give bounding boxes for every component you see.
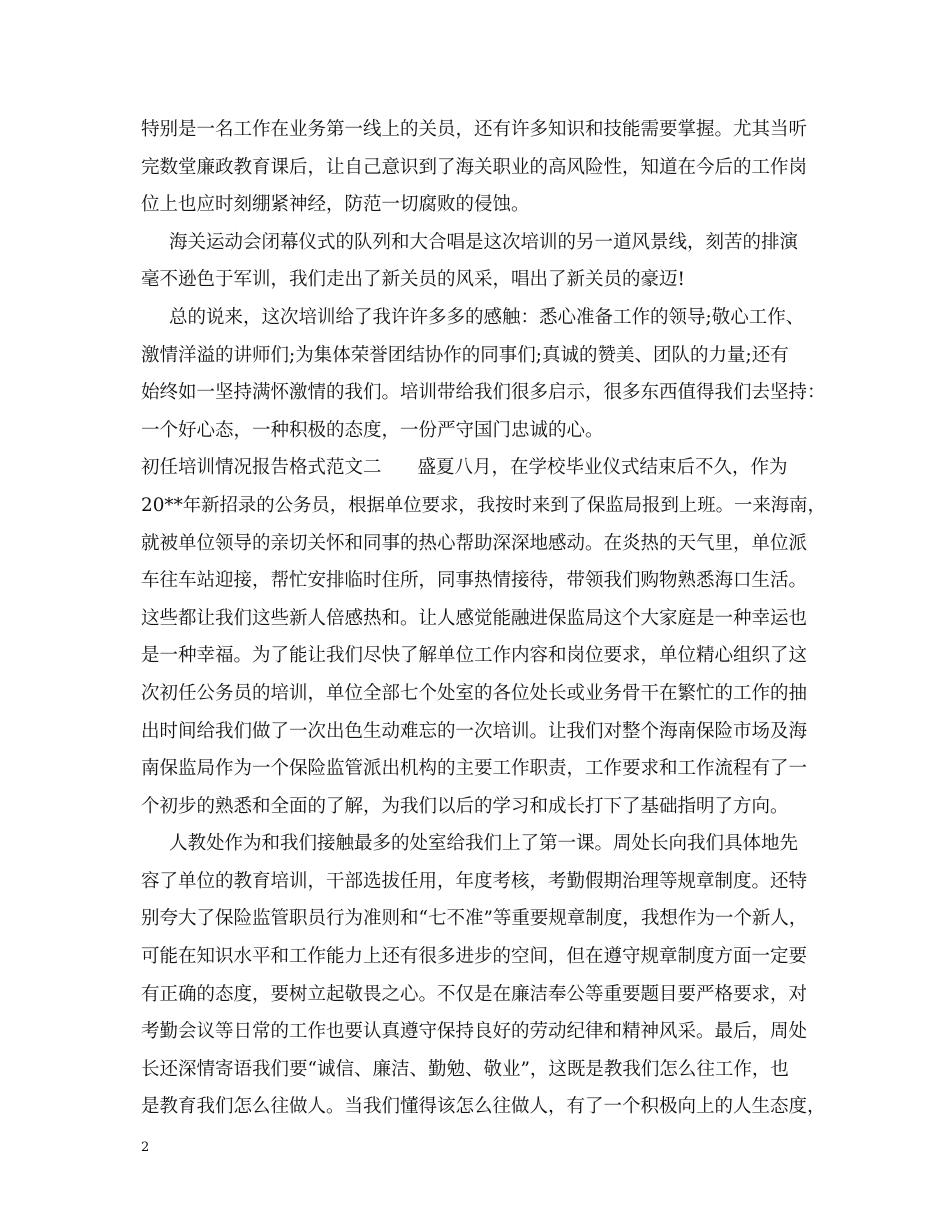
section-heading-line bbox=[141, 449, 827, 487]
section-intro-text: 盛夏八月，在学校毕业仪式结束后不久，作为 bbox=[417, 457, 788, 479]
text-line: 次初任公务员的培训，单位全部七个处室的各位处长或业务骨干在繁忙的工作的抽 bbox=[141, 682, 808, 704]
text-line: 有正确的态度，要树立起敬畏之心。不仅是在廉洁奉公等重要题目要严格要求，对 bbox=[141, 983, 808, 1005]
page-number: 2 bbox=[141, 1140, 150, 1155]
text-line: 个初步的熟悉和全面的了解，为我们以后的学习和成长打下了基础指明了方向。 bbox=[141, 795, 789, 817]
paragraph-first-line: 总的说来，这次培训给了我许许多多的感触：悉心准备工作的领导;敬心工作、 bbox=[169, 306, 805, 328]
text-line: 始终如一坚持满怀激情的我们。培训带给我们很多启示，很多东西值得我们去坚持： bbox=[141, 382, 826, 404]
text-line: 考勤会议等日常的工作也要认真遵守保持良好的劳动纪律和精神风采。最后，周处 bbox=[141, 1021, 808, 1043]
text-line: 就被单位领导的亲切关怀和同事的热心帮助深深地感动。在炎热的天气里，单位派 bbox=[141, 532, 808, 554]
text-line: 20**年新招录的公务员，根据单位要求，我按时来到了保监局报到上班。一来海南， bbox=[141, 494, 826, 516]
text-line: 可能在知识水平和工作能力上还有很多进步的空间，但在遵守规章制度方面一定要 bbox=[141, 946, 808, 968]
text-line: 别夸大了保险监管职员行为准则和“七不准”等重要规章制度，我想作为一个新人， bbox=[141, 908, 808, 930]
text-line: 这些都让我们这些新人倍感热和。让人感觉能融进保监局这个大家庭是一种幸运也 bbox=[141, 607, 808, 629]
text-line: 激情洋溢的讲师们;为集体荣誉团结协作的同事们;真诚的赞美、团队的力量;还有 bbox=[141, 344, 789, 366]
paragraph-first-line: 人教处作为和我们接触最多的处室给我们上了第一课。周处长向我们具体地先 bbox=[169, 833, 799, 855]
text-line: 是教育我们怎么往做人。当我们懂得该怎么往做人，有了一个积极向上的人生态度， bbox=[141, 1096, 826, 1118]
text-line: 位上也应时刻绷紧神经，防范一切腐败的侵蚀。 bbox=[141, 194, 530, 216]
paragraph-first-line: 海关运动会闭幕仪式的队列和大合唱是这次培训的另一道风景线，刻苦的排演 bbox=[169, 231, 799, 253]
text-line: 长还深情寄语我们要“诚信、廉洁、勤勉、敬业”，这既是教我们怎么往工作，也 bbox=[141, 1058, 789, 1080]
text-line: 特别是一名工作在业务第一线上的关员，还有许多知识和技能需要掌握。尤其当听 bbox=[141, 119, 808, 140]
text-line: 出时间给我们做了一次出色生动难忘的一次培训。让我们对整个海南保险市场及海 bbox=[141, 720, 808, 742]
text-line: 南保监局作为一个保险监管派出机构的主要工作职责，工作要求和工作流程有了一 bbox=[141, 758, 808, 780]
text-line: 毫不逊色于军训，我们走出了新关员的风采，唱出了新关员的豪迈! bbox=[141, 269, 685, 291]
section-heading: 初任培训情况报告格式范文二 bbox=[141, 457, 382, 479]
text-line: 一个好心态，一种积极的态度，一份严守国门忠诚的心。 bbox=[141, 419, 604, 441]
document-body bbox=[141, 111, 827, 1126]
text-line: 车往车站迎接，帮忙安排临时住所，同事热情接待，带领我们购物熟悉海口生活。 bbox=[141, 570, 808, 592]
text-line: 是一种幸福。为了能让我们尽快了解单位工作内容和岗位要求，单位精心组织了这 bbox=[141, 645, 808, 667]
text-line: 容了单位的教育培训，干部选拔任用，年度考核，考勤假期治理等规章制度。还特 bbox=[141, 870, 808, 892]
text-line: 完数堂廉政教育课后，让自己意识到了海关职业的高风险性，知道在今后的工作岗 bbox=[141, 156, 808, 178]
